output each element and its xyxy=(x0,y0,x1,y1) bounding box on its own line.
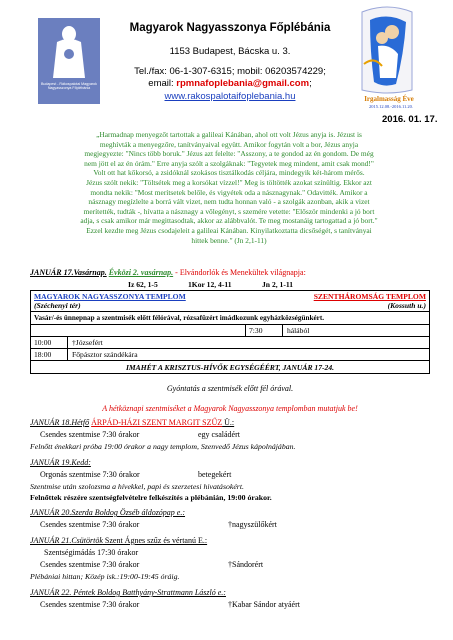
ref-3: Jn 2, 1-11 xyxy=(262,280,294,289)
day-19-mass: Orgonás szentmise 7:30 órakor xyxy=(40,470,140,479)
gospel-line: „Harmadnap menyegzőt tartottak a galileai Kánában, ahol ott volt Jézus anyja is. Jézust is xyxy=(96,130,362,139)
church2-cell xyxy=(250,291,430,312)
parish-address: 1153 Budapest, Bácska u. 3. xyxy=(169,46,291,57)
gospel-line: megjegyezte: "Nincs több boruk." Jézus azt felelte: "Asszony, a te gondod az én gondom. De még xyxy=(84,149,374,159)
email-label: email: xyxy=(148,78,177,89)
gospel-line: nem jött el az én órám." Erre anyja szólt a szolgáknak: "Tegyetek meg mindent, amit csak mond!" xyxy=(84,158,374,168)
day-20-title: JANUÁR 20.Szerda Boldog Özséb áldozópap e.: xyxy=(30,508,186,517)
row-2 xyxy=(31,337,430,349)
unity-week: IMAHÉT A KRISZTUS-HÍVŐK EGYSÉGÉÉRT, JANUÁR 17-24. xyxy=(31,361,430,374)
day-19-note2: Felnőttek részére szentségfelvételre felkészítés a plébánián, 19:00 órakor. xyxy=(30,493,272,502)
day-21-mass: Csendes szentmise 7:30 órakor xyxy=(40,560,140,569)
row-1 xyxy=(31,325,430,337)
day-20-mass: Csendes szentmise 7:30 órakor xyxy=(40,520,140,529)
ref-1: Iz 62, 1-5 xyxy=(128,280,158,289)
row-3 xyxy=(31,349,430,361)
jubilee-logo xyxy=(352,4,422,96)
parish-phone: Tel./fax: 06-1-307-6315; mobil: 06203574229; xyxy=(134,66,326,77)
row-1-time: 7:30 xyxy=(245,325,283,336)
day-19-note: Szentmise után szolozsma a hívekkel, papi és szerzetesi hivatásokért. xyxy=(30,482,244,491)
gospel-line: Jézus szólt nekik: "Töltsétek meg a korsókat vízzel!" Meg is töltötték azokat színültig. Ekkor azt xyxy=(86,177,372,187)
sunday-feast: Évközi 2. vasárnap. xyxy=(108,268,174,277)
jubilee-caption: Irgalmasság Éve xyxy=(364,95,414,103)
gospel-line: násznagy megízlelte a borrá vált vizet, nem tudta honnan való - a szolgák azonban, akik a vizet xyxy=(88,197,370,207)
day-18-title: JANUÁR 18.Hétfő ÁRPÁD-HÁZI SZENT MARGIT SZŰZ Ü.: xyxy=(30,418,235,427)
day-18-intention: egy családért xyxy=(198,430,240,439)
gospel-line: Ezzel kezdte meg Jézus csodajeleit a galileai Kánában. Kinyilatkoztatta dicsőségét, s tanítványai xyxy=(86,225,372,235)
church2-place: (Kossuth u.) xyxy=(387,301,426,310)
sunday-heading xyxy=(30,268,306,277)
day-20-intention: †nagyszülőkért xyxy=(228,520,277,529)
day-21-adoration: Szentségimádás 17:30 órakor xyxy=(44,548,139,557)
bulletin-date: 2016. 01. 17. xyxy=(382,114,438,125)
day-18-mass: Csendes szentmise 7:30 órakor xyxy=(40,430,140,439)
row-3-intention: Főpásztor szándékára xyxy=(72,350,138,359)
day-19-intention: betegekért xyxy=(198,470,232,479)
day-22-intention: †Kabar Sándor atyáért xyxy=(228,600,300,609)
parish-logo xyxy=(38,18,100,104)
mass-table xyxy=(30,290,430,374)
gospel-line: mondta nekik: "Most merítsetek belőle, és vigyétek oda a násznagynak." Odavitték. Amikor a xyxy=(90,187,368,197)
logo-caption: Budapest - Rákospalotai Magyarok Nagyasszonya Főplébánia xyxy=(41,82,97,91)
sunday-colon: : xyxy=(303,268,306,277)
sunday-theme: Elvándorlók és Menekültek világnapja xyxy=(179,268,304,277)
row-3-time: 18:00 xyxy=(31,349,68,360)
jubilee-dates: 2015.12.08.-2016.11.20. xyxy=(368,104,414,109)
gospel-line: hittek benne." (Jn 2,1-11) xyxy=(191,235,267,245)
gospel-text xyxy=(30,130,428,245)
sunday-date: JANUÁR 17. xyxy=(30,268,74,277)
parish-title: Magyarok Nagyasszonya Főplébánia xyxy=(129,22,331,34)
sunday-day: Vasárnap. xyxy=(73,268,107,277)
church1-cell xyxy=(31,291,250,312)
gospel-line: adja, s csak amikor már megittasodtak, akkor az alábbvalót. Te meg mostanáig tartogattad a jó bort." xyxy=(80,216,378,226)
rosary-note: Vasár/-és ünnepnap a szentmisék előtt félórával, rózsafüzért imádkozunk egyházközségünkért. xyxy=(31,312,430,325)
website-link[interactable]: www.rakospalotaifoplebania.hu xyxy=(164,91,296,102)
row-1-intention: hálából xyxy=(287,326,310,335)
row-2-intention: †Józsefért xyxy=(72,338,103,347)
day-22-title: JANUÁR 22. Péntek Boldog Batthyány-Strattmann László e.: xyxy=(30,588,226,597)
day-18-note: Felnőtt énekkari próba 19:00 órakor a nagy templom, Szenvedő Jézus kápolnájában. xyxy=(30,442,296,451)
day-21-title: JANUÁR 21.Csütörtök Szent Ágnes szűz és vértanú E.: xyxy=(30,536,208,545)
email-link[interactable]: rpmnafoplebania@gmail.com xyxy=(176,78,310,89)
church1-name: MAGYAROK NAGYASSZONYA TEMPLOM xyxy=(34,292,186,301)
parish-email-line xyxy=(110,78,350,90)
day-21-intention: †Sándorért xyxy=(228,560,264,569)
row-2-time: 10:00 xyxy=(31,337,68,348)
gospel-line: Volt ott hat kőkorsó, a zsidóknál szokásos tisztálkodás céljára, mindegyik két-három mérős. xyxy=(93,168,365,178)
day-21-note: Plébániai hittan; Közép isk.:19:00-19:45 óráig. xyxy=(30,572,180,581)
day-19-title: JANUÁR 19.Kedd: xyxy=(30,458,91,467)
gospel-line: merítették, tudták -, hívatta a násznagy a vőlegényt, s szemére vetette: "Először mindenki a jó bort xyxy=(83,206,375,216)
madonna-icon xyxy=(49,24,89,80)
gospel-line: meghívták a menyegzőre, tanítványaival együtt. Amikor fogytán volt a bor, Jézus anyja xyxy=(99,139,359,149)
day-22-mass: Csendes szentmise 7:30 órakor xyxy=(40,600,140,609)
confession-note: Gyóntatás a szentmisék előtt fél órával. xyxy=(166,384,294,393)
sunday-dash: - xyxy=(173,268,180,277)
weekday-notice: A hétköznapi szentmiséket a Magyarok Nagyasszonya templomban mutatjuk be! xyxy=(102,404,358,413)
ref-2: 1Kor 12, 4-11 xyxy=(188,280,232,289)
church1-place: (Széchenyi tér) xyxy=(34,301,81,310)
church2-name: SZENTHÁROMSÁG TEMPLOM xyxy=(313,292,426,301)
email-suffix: ; xyxy=(309,78,312,89)
